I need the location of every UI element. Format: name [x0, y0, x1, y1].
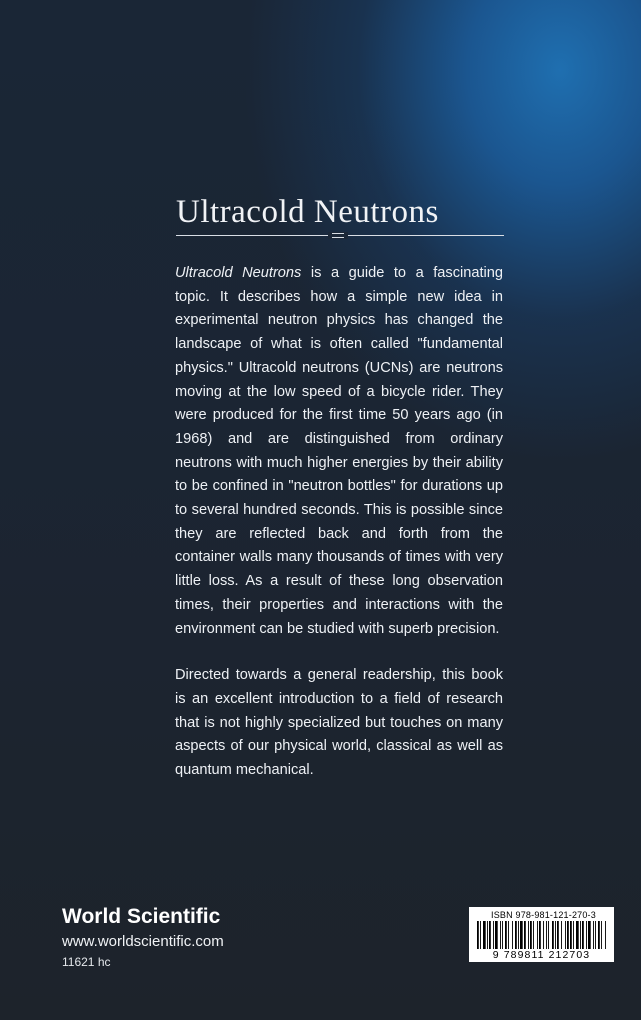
barcode-bar — [515, 921, 517, 949]
barcode-bar — [543, 921, 544, 949]
barcode-bar — [586, 921, 587, 949]
barcode-bar — [512, 921, 513, 949]
barcode-bar — [557, 921, 559, 949]
book-title: Ultracold Neutrons — [176, 194, 439, 230]
isbn-barcode — [469, 907, 614, 962]
barcode-bar — [518, 921, 519, 949]
publisher-name: World Scientific — [62, 905, 221, 928]
barcode-bar — [576, 921, 579, 949]
description-paragraph-2: Directed towards a general readership, this book is an excellent introduction to a field of research that is not highly specialized but touches on many aspects of our physical world, classical as well as quantum mechanical. — [175, 667, 503, 779]
barcode-bar — [493, 921, 494, 949]
barcode-bar — [573, 921, 574, 949]
barcode-bar — [605, 921, 606, 949]
description-title-italic: Ultracold Neutrons — [175, 265, 302, 281]
barcode-bar — [588, 921, 591, 949]
barcode-bar — [533, 921, 534, 949]
barcode-bar — [595, 921, 596, 949]
barcode-bar — [582, 921, 584, 949]
barcode-bar — [565, 921, 566, 949]
barcode-bar — [539, 921, 541, 949]
product-code: 11621 hc — [62, 955, 111, 969]
barcode-bar — [548, 921, 549, 949]
publisher-block — [62, 905, 224, 970]
barcode-bar — [520, 921, 523, 949]
barcode-bar — [487, 921, 488, 949]
barcode-bar — [505, 921, 507, 949]
isbn-label: ISBN 978-981-121-270-3 — [491, 910, 596, 920]
barcode-bar — [524, 921, 526, 949]
barcode-bar — [495, 921, 498, 949]
barcode-bar — [537, 921, 538, 949]
publisher-url: www.worldscientific.com — [62, 933, 224, 950]
barcode-digits: 9 789811 212703 — [492, 949, 591, 961]
title-rule-ornament — [328, 232, 348, 239]
barcode-bar — [546, 921, 547, 949]
title-block — [176, 192, 504, 240]
book-description — [175, 262, 503, 783]
barcode-bar — [555, 921, 556, 949]
barcode-bar — [480, 921, 481, 949]
barcode-bar — [580, 921, 581, 949]
barcode-bar — [508, 921, 509, 949]
title-rule — [176, 232, 504, 240]
barcode-bar — [552, 921, 554, 949]
barcode-bar — [567, 921, 569, 949]
barcode-bars — [475, 921, 608, 949]
barcode-bar — [489, 921, 491, 949]
description-paragraph-1-text: is a guide to a fascinating topic. It describes how a simple new idea in experimental neutron physics has changed the landscape of what is often called "fundamental physics." Ultracold neutrons (UCNs) are neutrons moving at the low speed of a bicycle rider. They were produced for the first time 50 years ago (in 1968) and are distinguished from ordinary neutrons with much higher energies by their ability to be confined in "neutron bottles" for durations up to several hundred seconds. This is possible since they are reflected back and forth from the container walls many thousands of times with very little loss. As a result of these long observation times, their properties and interactions with the environment can be studied with superb precision. — [175, 265, 503, 637]
barcode-bar — [477, 921, 479, 949]
barcode-bar — [598, 921, 600, 949]
barcode-bar — [483, 921, 486, 949]
barcode-bar — [561, 921, 562, 949]
barcode-bar — [570, 921, 572, 949]
description-paragraph-1 — [175, 262, 503, 641]
barcode-bar — [530, 921, 532, 949]
barcode-bar — [502, 921, 503, 949]
barcode-bar — [593, 921, 594, 949]
barcode-bar — [528, 921, 529, 949]
barcode-bar — [601, 921, 602, 949]
barcode-bar — [500, 921, 501, 949]
